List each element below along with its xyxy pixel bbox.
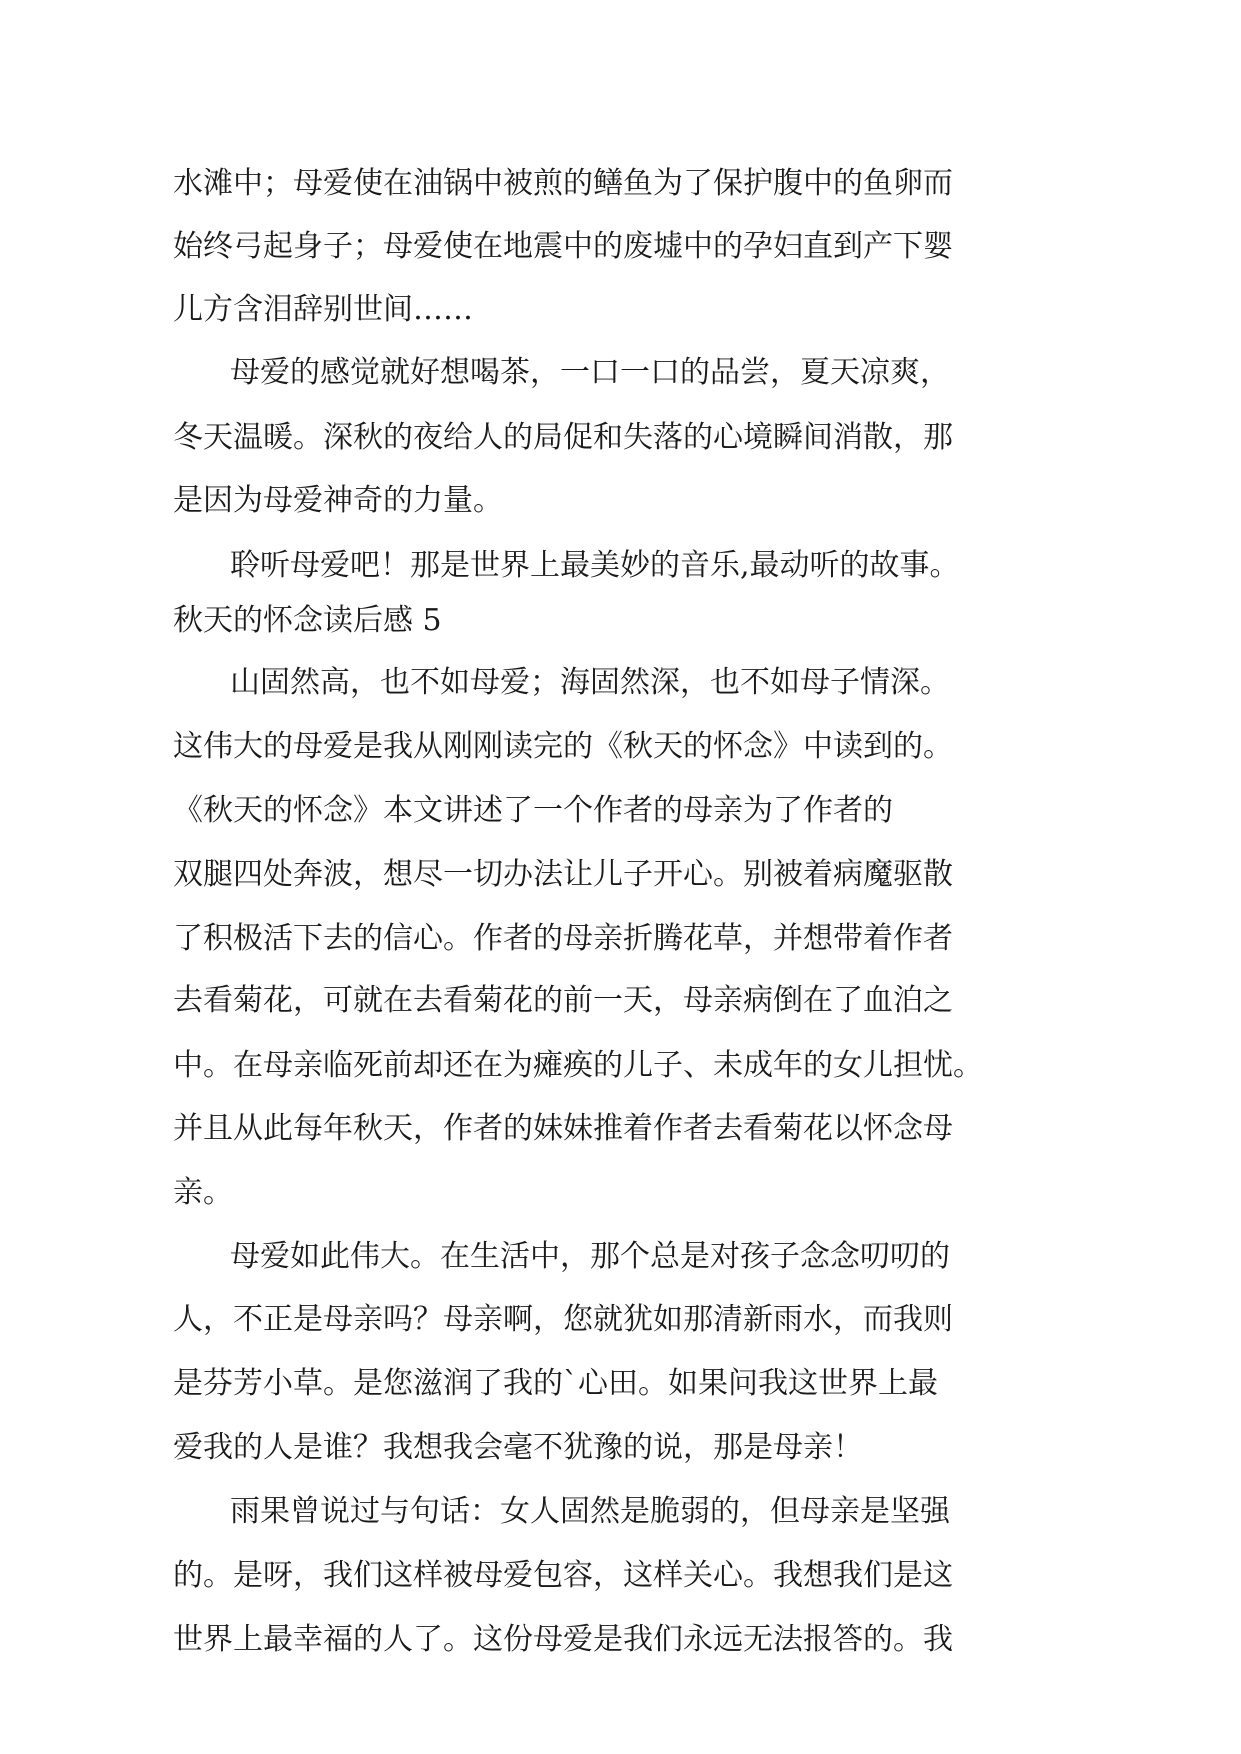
text-line [0,719,1241,775]
line-text: 水滩中；母爱使在油锅中被煎的鳝鱼为了保护腹中的鱼卵而 [173,166,953,201]
line-text: 是因为母爱神奇的力量。 [173,483,503,518]
text-line [0,1612,1241,1668]
text-line [0,1165,1241,1221]
line-text: 双腿四处奔波，想尽一切办法让儿子开心。别被着病魔驱散 [173,857,953,892]
heading-text: 秋天的怀念读后感 5 [173,603,442,638]
line-text: 儿方含泪辞别世间…… [173,292,473,327]
line-text: 是芬芳小草。是您滋润了我的`心田。如果问我这世界上最 [173,1366,938,1401]
text-line [0,847,1241,903]
line-text: 山固然高，也不如母爱；海固然深，也不如母子情深。 [230,665,950,700]
line-text: 爱我的人是谁？我想我会毫不犹豫的说，那是母亲！ [173,1430,863,1465]
text-line [0,1548,1241,1604]
line-text: 母爱的感觉就好想喝茶，一口一口的品尝，夏天凉爽， [230,355,950,390]
text-line [0,282,1241,338]
text-line [0,1038,1241,1094]
line-text: 聆听母爱吧！那是世界上最美妙的音乐,最动听的故事。 [230,548,960,583]
text-line [0,473,1241,529]
line-text: 并且从此每年秋天，作者的妹妹推着作者去看菊花以怀念母 [173,1111,953,1146]
line-text: 亲。 [173,1175,233,1210]
text-line [0,1101,1241,1157]
text-line [0,345,1241,401]
text-line [0,973,1241,1029]
text-line [0,1420,1241,1476]
line-text: 了积极活下去的信心。作者的母亲折腾花草，并想带着作者 [173,921,953,956]
text-line [0,911,1241,967]
text-line [0,1484,1241,1540]
line-text: 人，不正是母亲吗？母亲啊，您就犹如那清新雨水，而我则 [173,1302,953,1337]
line-text: 的。是呀，我们这样被母爱包容，这样关心。我想我们是这 [173,1558,953,1593]
line-text: 始终弓起身子；母爱使在地震中的废墟中的孕妇直到产下婴 [173,229,953,264]
line-text: 母爱如此伟大。在生活中，那个总是对孩子念念叨叨的 [230,1239,950,1274]
line-text: 去看菊花，可就在去看菊花的前一天，母亲病倒在了血泊之 [173,983,953,1018]
line-text: 雨果曾说过与句话：女人固然是脆弱的，但母亲是坚强 [230,1494,950,1529]
text-line [0,783,1241,839]
text-line [0,219,1241,275]
text-line [0,1356,1241,1412]
line-text: 《秋天的怀念》本文讲述了一个作者的母亲为了作者的 [173,793,893,828]
text-line [0,410,1241,466]
text-line [0,655,1241,711]
section-heading [0,593,1241,649]
text-line [0,1229,1241,1285]
line-text: 世界上最幸福的人了。这份母爱是我们永远无法报答的。我 [173,1622,953,1657]
text-line [0,1292,1241,1348]
line-text: 这伟大的母爱是我从刚刚读完的《秋天的怀念》中读到的。 [173,729,953,764]
text-line [0,156,1241,212]
line-text: 中。在母亲临死前却还在为瘫痪的儿子、未成年的女儿担忧。 [173,1048,983,1083]
line-text: 冬天温暖。深秋的夜给人的局促和失落的心境瞬间消散，那 [173,420,953,455]
text-line [0,538,1241,594]
